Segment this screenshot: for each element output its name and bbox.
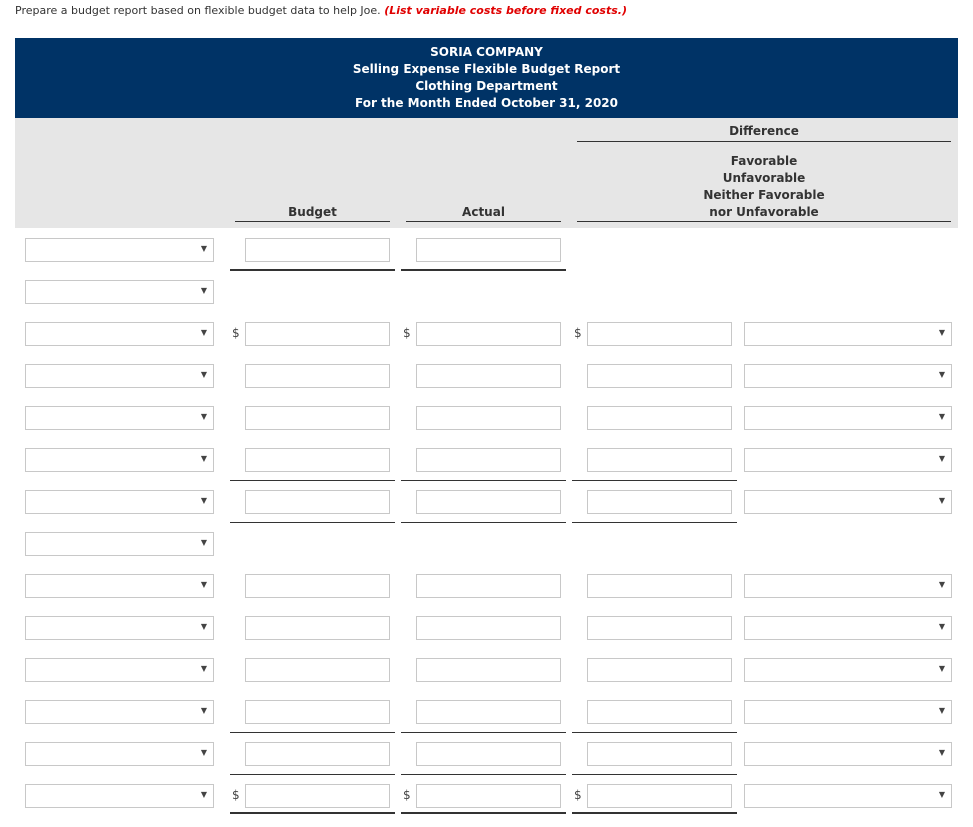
actual-input[interactable]: [416, 406, 561, 430]
actual-subtotal-rule: [401, 732, 566, 733]
report-header: [15, 38, 958, 118]
actual-input[interactable]: [416, 322, 561, 346]
budget-input[interactable]: [245, 784, 390, 808]
line-item-select[interactable]: [25, 574, 214, 598]
dollar-sign: $: [574, 788, 582, 802]
difference-header: Difference: [729, 124, 799, 138]
line-item-select[interactable]: [25, 280, 214, 304]
actual-header-rule: [406, 221, 561, 222]
actual-header: Actual: [462, 205, 505, 219]
budget-input[interactable]: [245, 448, 390, 472]
chevron-down-icon: ▼: [200, 244, 207, 253]
budget-subtotal-rule: [230, 774, 395, 775]
chevron-down-icon: ▼: [938, 748, 945, 757]
budget-input[interactable]: [245, 322, 390, 346]
instruction-main: Prepare a budget report based on flexible budget data to help Joe.: [15, 4, 381, 17]
instruction-note: (List variable costs before fixed costs.): [384, 4, 627, 17]
chevron-down-icon: ▼: [200, 706, 207, 715]
actual-input[interactable]: [416, 658, 561, 682]
actual-input[interactable]: [416, 574, 561, 598]
actual-input[interactable]: [416, 448, 561, 472]
dollar-sign: $: [403, 788, 411, 802]
difference-amount-input[interactable]: [587, 658, 732, 682]
budget-input[interactable]: [245, 490, 390, 514]
report-period: For the Month Ended October 31, 2020: [354, 96, 619, 110]
column-header-band: [15, 118, 958, 228]
actual-subtotal-rule: [401, 522, 566, 523]
actual-input[interactable]: [416, 784, 561, 808]
line-item-select[interactable]: [25, 364, 214, 388]
difference-amount-input[interactable]: [587, 364, 732, 388]
chevron-down-icon: ▼: [938, 622, 945, 631]
line-item-select[interactable]: [25, 658, 214, 682]
chevron-down-icon: ▼: [200, 286, 207, 295]
chevron-down-icon: ▼: [938, 412, 945, 421]
favorability-select[interactable]: [744, 616, 952, 640]
chevron-down-icon: ▼: [938, 580, 945, 589]
line-item-select[interactable]: [25, 490, 214, 514]
favorability-select[interactable]: [744, 448, 952, 472]
budget-input[interactable]: [245, 616, 390, 640]
line-item-select[interactable]: [25, 322, 214, 346]
line-item-select[interactable]: [25, 784, 214, 808]
chevron-down-icon: ▼: [938, 496, 945, 505]
line-item-select[interactable]: [25, 238, 214, 262]
budget-grand-total-rule: [230, 812, 395, 814]
difference-amount-input[interactable]: [587, 574, 732, 598]
favorability-select[interactable]: [744, 742, 952, 766]
actual-grand-total-rule: [401, 812, 566, 814]
chevron-down-icon: ▼: [938, 790, 945, 799]
difference-subtotal-rule: [572, 732, 737, 733]
chevron-down-icon: ▼: [200, 622, 207, 631]
dollar-sign: $: [574, 326, 582, 340]
chevron-down-icon: ▼: [200, 454, 207, 463]
difference-amount-input[interactable]: [587, 742, 732, 766]
difference-subtotal-rule: [572, 522, 737, 523]
chevron-down-icon: ▼: [200, 328, 207, 337]
chevron-down-icon: ▼: [200, 496, 207, 505]
budget-input[interactable]: [245, 406, 390, 430]
dollar-sign: $: [232, 326, 240, 340]
chevron-down-icon: ▼: [938, 664, 945, 673]
budget-input[interactable]: [245, 700, 390, 724]
actual-input[interactable]: [416, 616, 561, 640]
budget-input[interactable]: [245, 574, 390, 598]
unfavorable-label: Unfavorable: [722, 171, 806, 185]
difference-subtotal-rule: [572, 774, 737, 775]
actual-input[interactable]: [416, 490, 561, 514]
dollar-sign: $: [403, 326, 411, 340]
report-title: Selling Expense Flexible Budget Report: [352, 62, 621, 76]
actual-total-rule: [401, 269, 566, 271]
chevron-down-icon: ▼: [938, 370, 945, 379]
chevron-down-icon: ▼: [938, 454, 945, 463]
favorability-select[interactable]: [744, 490, 952, 514]
line-item-select[interactable]: [25, 532, 214, 556]
favorability-select[interactable]: [744, 658, 952, 682]
budget-total-rule: [230, 269, 395, 271]
budget-subtotal-rule: [230, 522, 395, 523]
budget-input[interactable]: [245, 658, 390, 682]
actual-input[interactable]: [416, 700, 561, 724]
favorability-select[interactable]: [744, 322, 952, 346]
chevron-down-icon: ▼: [200, 748, 207, 757]
difference-header-rule: [577, 141, 951, 142]
difference-grand-total-rule: [572, 812, 737, 814]
budget-input[interactable]: [245, 364, 390, 388]
budget-subtotal-rule: [230, 480, 395, 481]
favorability-select[interactable]: [744, 364, 952, 388]
chevron-down-icon: ▼: [200, 664, 207, 673]
difference-amount-input[interactable]: [587, 784, 732, 808]
line-item-select[interactable]: [25, 700, 214, 724]
instruction-text: [15, 4, 627, 17]
company-name: SORIA COMPANY: [430, 45, 543, 59]
actual-subtotal-rule: [401, 774, 566, 775]
line-item-select[interactable]: [25, 616, 214, 640]
actual-input[interactable]: [416, 238, 561, 262]
difference-subtotal-rule: [572, 480, 737, 481]
neither-favorable-label: Neither Favorable: [703, 188, 825, 202]
budget-input[interactable]: [245, 238, 390, 262]
line-item-select[interactable]: [25, 448, 214, 472]
budget-input[interactable]: [245, 742, 390, 766]
line-item-select[interactable]: [25, 742, 214, 766]
chevron-down-icon: ▼: [200, 370, 207, 379]
favorability-select[interactable]: [744, 700, 952, 724]
difference-amount-input[interactable]: [587, 616, 732, 640]
favorable-label: Favorable: [730, 154, 798, 168]
chevron-down-icon: ▼: [200, 790, 207, 799]
chevron-down-icon: ▼: [200, 580, 207, 589]
line-item-select[interactable]: [25, 406, 214, 430]
chevron-down-icon: ▼: [938, 328, 945, 337]
favorability-select[interactable]: [744, 574, 952, 598]
budget-header: Budget: [288, 205, 337, 219]
chevron-down-icon: ▼: [938, 706, 945, 715]
dollar-sign: $: [232, 788, 240, 802]
chevron-down-icon: ▼: [200, 412, 207, 421]
favorability-select[interactable]: [744, 406, 952, 430]
difference-amount-input[interactable]: [587, 700, 732, 724]
difference-amount-input[interactable]: [587, 406, 732, 430]
actual-input[interactable]: [416, 364, 561, 388]
difference-amount-input[interactable]: [587, 490, 732, 514]
budget-subtotal-rule: [230, 732, 395, 733]
nor-unfavorable-label: nor Unfavorable: [709, 205, 819, 219]
department-name: Clothing Department: [415, 79, 558, 93]
difference-amount-input[interactable]: [587, 448, 732, 472]
budget-header-rule: [235, 221, 390, 222]
actual-input[interactable]: [416, 742, 561, 766]
favorability-select[interactable]: [744, 784, 952, 808]
chevron-down-icon: ▼: [200, 538, 207, 547]
difference-amount-input[interactable]: [587, 322, 732, 346]
actual-subtotal-rule: [401, 480, 566, 481]
difference-bottom-rule: [577, 221, 951, 222]
